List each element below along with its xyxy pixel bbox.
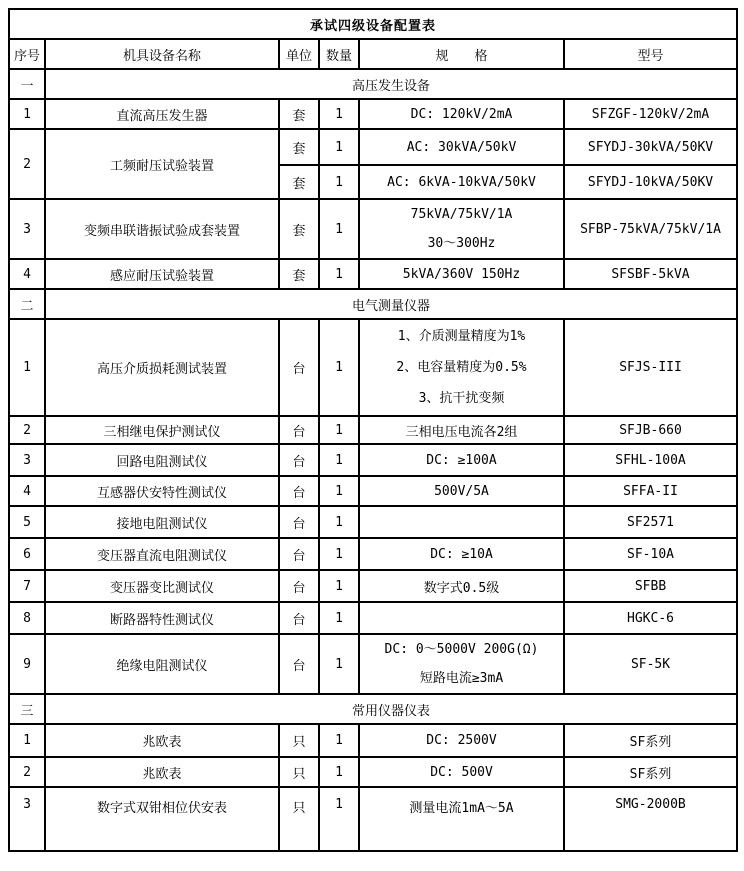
cell-spec: DC: 500V [359, 757, 564, 787]
section-no: 三 [9, 694, 45, 724]
col-header-unit: 单位 [279, 39, 319, 69]
cell-model: SFJS-III [564, 319, 737, 416]
table-row [9, 476, 737, 506]
cell-unit: 台 [279, 416, 319, 444]
cell-spec: DC: ≥10A [359, 538, 564, 570]
cell-spec: 500V/5A [359, 476, 564, 506]
cell-name: 接地电阻测试仪 [45, 506, 279, 538]
cell-name: 直流高压发生器 [45, 99, 279, 129]
cell-no: 8 [9, 602, 45, 634]
table-row [9, 199, 737, 259]
cell-no: 7 [9, 570, 45, 602]
cell-no: 3 [9, 444, 45, 476]
cell-no: 4 [9, 476, 45, 506]
spec-line: DC: 0～5000V 200G(Ω) [384, 642, 539, 657]
cell-unit: 台 [279, 444, 319, 476]
spec-line: 1、介质测量精度为1% [397, 329, 526, 344]
cell-name: 工频耐压试验装置 [45, 129, 279, 199]
section-header-row [9, 694, 737, 724]
cell-unit: 只 [279, 724, 319, 757]
table-row [9, 99, 737, 129]
table-row [9, 570, 737, 602]
cell-qty: 1 [319, 538, 359, 570]
cell-unit: 套 [279, 165, 319, 199]
cell-model: SFFA-II [564, 476, 737, 506]
cell-no: 5 [9, 506, 45, 538]
spec-line: 短路电流≥3mA [419, 671, 504, 686]
cell-model: SF系列 [564, 757, 737, 787]
cell-name: 变压器直流电阻测试仪 [45, 538, 279, 570]
col-header-name: 机具设备名称 [45, 39, 279, 69]
cell-unit: 台 [279, 570, 319, 602]
cell-name: 三相继电保护测试仪 [45, 416, 279, 444]
cell-qty: 1 [319, 602, 359, 634]
cell-qty: 1 [319, 99, 359, 129]
cell-model: SFYDJ-10kVA/50KV [564, 165, 737, 199]
cell-unit: 只 [279, 787, 319, 851]
table-row [9, 602, 737, 634]
cell-model: SF系列 [564, 724, 737, 757]
table-row [9, 416, 737, 444]
cell-name: 高压介质损耗测试装置 [45, 319, 279, 416]
table-row [9, 538, 737, 570]
cell-no: 1 [9, 724, 45, 757]
cell-unit: 套 [279, 199, 319, 259]
spec-line: 30～300Hz [427, 236, 496, 251]
cell-spec: 5kVA/360V 150Hz [359, 259, 564, 289]
section-no: 一 [9, 69, 45, 99]
cell-spec: 测量电流1mA～5A [359, 787, 564, 851]
title-row [9, 9, 737, 39]
cell-model: SFBB [564, 570, 737, 602]
equipment-config-table [8, 8, 738, 852]
cell-model: SFYDJ-30kVA/50KV [564, 129, 737, 165]
cell-name: 变压器变比测试仪 [45, 570, 279, 602]
cell-qty: 1 [319, 199, 359, 259]
cell-no: 1 [9, 99, 45, 129]
cell-name: 变频串联谐振试验成套装置 [45, 199, 279, 259]
cell-unit: 台 [279, 319, 319, 416]
cell-qty: 1 [319, 416, 359, 444]
table-row [9, 634, 737, 694]
section-header-row [9, 69, 737, 99]
cell-model: SFZGF-120kV/2mA [564, 99, 737, 129]
section-label: 电气测量仪器 [45, 289, 737, 319]
cell-name: 兆欧表 [45, 724, 279, 757]
section-label: 常用仪器仪表 [45, 694, 737, 724]
cell-qty: 1 [319, 129, 359, 165]
cell-unit: 台 [279, 634, 319, 694]
cell-name: 感应耐压试验装置 [45, 259, 279, 289]
spec-line: 3、抗干扰变频 [418, 391, 505, 406]
cell-name: 断路器特性测试仪 [45, 602, 279, 634]
col-header-model: 型号 [564, 39, 737, 69]
cell-no: 3 [9, 787, 45, 851]
col-header-qty: 数量 [319, 39, 359, 69]
cell-qty: 1 [319, 757, 359, 787]
cell-unit: 台 [279, 476, 319, 506]
cell-unit: 套 [279, 129, 319, 165]
cell-model: SFSBF-5kVA [564, 259, 737, 289]
section-header-row [9, 289, 737, 319]
table-row [9, 129, 737, 165]
cell-model: SF2571 [564, 506, 737, 538]
cell-spec [359, 319, 564, 416]
cell-no: 1 [9, 319, 45, 416]
page-title: 承试四级设备配置表 [9, 9, 737, 39]
table-row [9, 506, 737, 538]
cell-spec [359, 602, 564, 634]
cell-spec: AC: 6kVA-10kVA/50kV [359, 165, 564, 199]
cell-spec [359, 634, 564, 694]
spec-line: 75kVA/75kV/1A [410, 207, 513, 222]
cell-name: 数字式双钳相位伏安表 [45, 787, 279, 851]
cell-qty: 1 [319, 634, 359, 694]
cell-qty: 1 [319, 724, 359, 757]
cell-qty: 1 [319, 444, 359, 476]
cell-qty: 1 [319, 476, 359, 506]
cell-qty: 1 [319, 787, 359, 851]
cell-spec: DC: 120kV/2mA [359, 99, 564, 129]
cell-no: 6 [9, 538, 45, 570]
cell-qty: 1 [319, 506, 359, 538]
table-row [9, 787, 737, 851]
cell-spec: DC: 2500V [359, 724, 564, 757]
cell-spec: 数字式0.5级 [359, 570, 564, 602]
cell-model: SF-10A [564, 538, 737, 570]
cell-name: 兆欧表 [45, 757, 279, 787]
cell-model: SFBP-75kVA/75kV/1A [564, 199, 737, 259]
cell-unit: 套 [279, 259, 319, 289]
table-row [9, 724, 737, 757]
cell-spec [359, 199, 564, 259]
col-header-spec: 规 格 [359, 39, 564, 69]
cell-no: 2 [9, 416, 45, 444]
section-no: 二 [9, 289, 45, 319]
table-row [9, 319, 737, 416]
cell-qty: 1 [319, 319, 359, 416]
cell-no: 4 [9, 259, 45, 289]
cell-spec [359, 506, 564, 538]
cell-qty: 1 [319, 259, 359, 289]
table-row [9, 444, 737, 476]
cell-qty: 1 [319, 570, 359, 602]
cell-model: HGKC-6 [564, 602, 737, 634]
cell-model: SFHL-100A [564, 444, 737, 476]
cell-unit: 台 [279, 506, 319, 538]
cell-spec: DC: ≥100A [359, 444, 564, 476]
cell-unit: 套 [279, 99, 319, 129]
table-row [9, 259, 737, 289]
header-row [9, 39, 737, 69]
cell-model: SFJB-660 [564, 416, 737, 444]
cell-name: 绝缘电阻测试仪 [45, 634, 279, 694]
cell-spec: AC: 30kVA/50kV [359, 129, 564, 165]
cell-no: 3 [9, 199, 45, 259]
cell-spec: 三相电压电流各2组 [359, 416, 564, 444]
cell-qty: 1 [319, 165, 359, 199]
table-row [9, 757, 737, 787]
cell-name: 回路电阻测试仪 [45, 444, 279, 476]
cell-model: SMG-2000B [564, 787, 737, 851]
cell-model: SF-5K [564, 634, 737, 694]
cell-name: 互感器伏安特性测试仪 [45, 476, 279, 506]
col-header-no: 序号 [9, 39, 45, 69]
cell-unit: 只 [279, 757, 319, 787]
section-label: 高压发生设备 [45, 69, 737, 99]
cell-unit: 台 [279, 538, 319, 570]
cell-no: 9 [9, 634, 45, 694]
cell-no: 2 [9, 757, 45, 787]
spec-line: 2、电容量精度为0.5% [396, 360, 527, 375]
cell-no: 2 [9, 129, 45, 199]
cell-unit: 台 [279, 602, 319, 634]
